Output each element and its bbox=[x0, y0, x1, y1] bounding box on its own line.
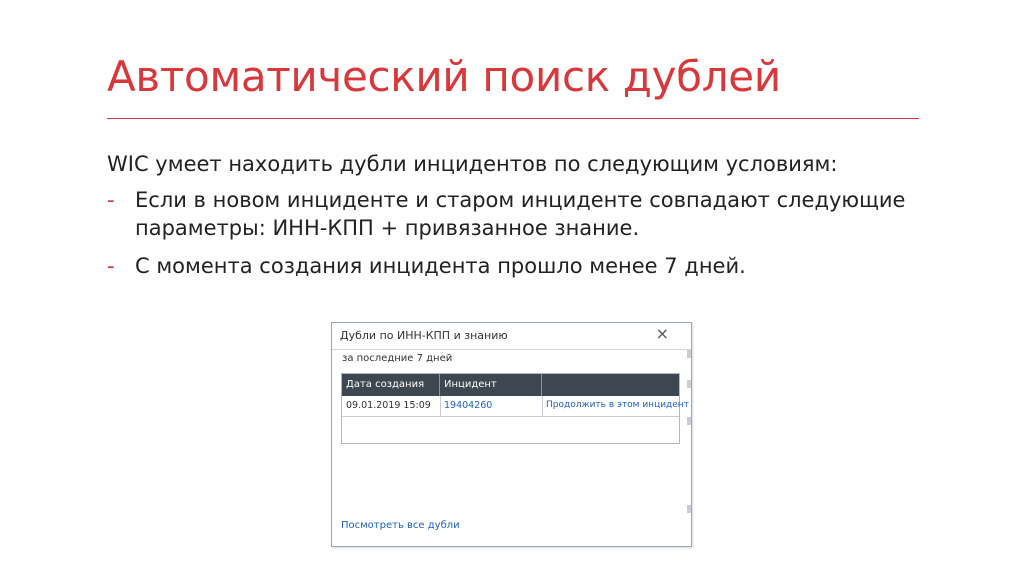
dialog-header bbox=[332, 323, 691, 350]
bullet-item bbox=[107, 252, 907, 280]
bullet-dash: - bbox=[107, 254, 115, 278]
period-label: за последние 7 дней bbox=[342, 353, 453, 364]
table-header bbox=[342, 374, 679, 396]
view-all-duplicates-link[interactable]: Посмотреть все дубли bbox=[341, 520, 460, 531]
bullet-dash: - bbox=[107, 188, 115, 212]
bullet-text: С момента создания инцидента прошло менее 7 дней. bbox=[135, 254, 746, 278]
scroll-marker bbox=[687, 380, 691, 388]
scroll-marker bbox=[687, 350, 691, 358]
slide-body bbox=[107, 150, 907, 290]
cell-incident-link[interactable]: 19404260 bbox=[444, 400, 493, 411]
cell-date: 09.01.2019 15:09 bbox=[346, 400, 431, 411]
duplicates-table bbox=[341, 373, 689, 444]
duplicates-dialog bbox=[331, 322, 692, 547]
dialog-scrollbar[interactable] bbox=[684, 349, 692, 549]
column-divider bbox=[542, 396, 543, 416]
row-divider bbox=[342, 416, 679, 417]
column-header-date[interactable]: Дата создания bbox=[342, 374, 440, 396]
slide-title: Автоматический поиск дублей bbox=[107, 52, 781, 101]
title-rule bbox=[107, 118, 919, 119]
intro-text: WIC умеет находить дубли инцидентов по следующим условиям: bbox=[107, 152, 838, 176]
continue-incident-link[interactable]: Продолжить в этом инцидент bbox=[546, 400, 689, 410]
scroll-marker bbox=[687, 417, 691, 425]
scroll-marker bbox=[687, 505, 691, 513]
dialog-title: Дубли по ИНН-КПП и знанию bbox=[340, 329, 508, 342]
bullet-text: Если в новом инциденте и старом инциденте совпадают следующие параметры: ИНН-КПП + привязанное знание. bbox=[135, 188, 906, 240]
column-header-incident[interactable]: Инцидент bbox=[440, 374, 542, 396]
close-icon[interactable]: × bbox=[655, 324, 669, 343]
bullet-item bbox=[107, 186, 907, 242]
column-divider bbox=[440, 396, 441, 416]
column-header-action bbox=[542, 374, 681, 396]
